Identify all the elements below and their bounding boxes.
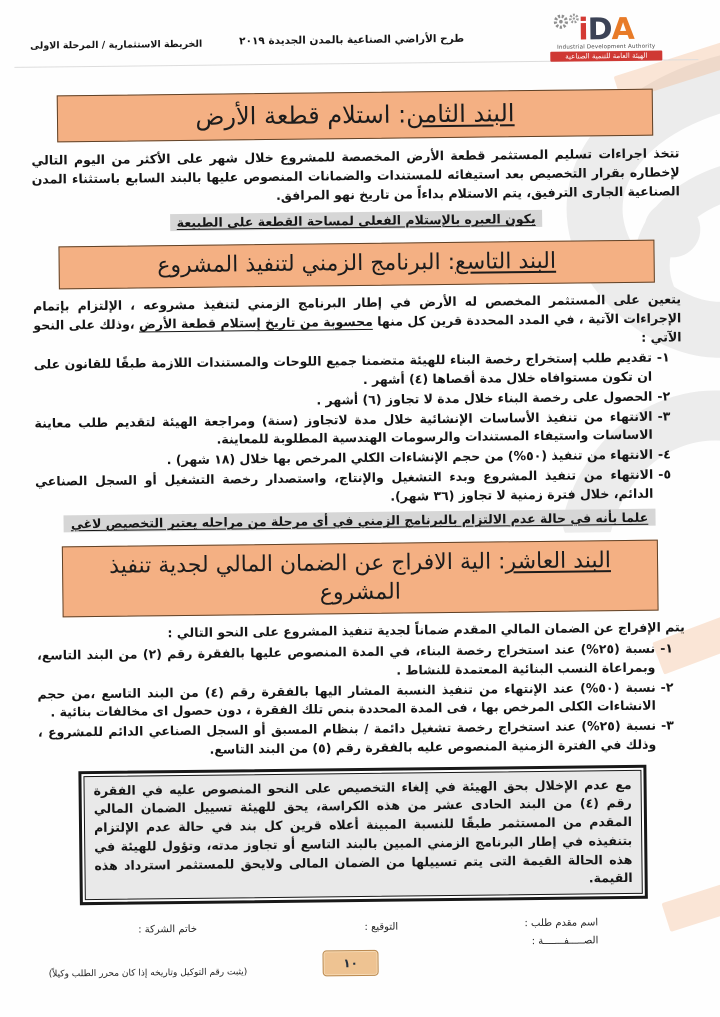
list-item: [37, 640, 673, 685]
section10-intro: يتم الإفراج عن الضمان المالي المقدم ضماناً لجدية تنفيذ المشروع على النحو التالي :: [167, 619, 685, 641]
item-number: ٣-: [660, 717, 674, 733]
section8-highlight: يكون العبره بالإستلام الفعلى لمساحة القطعة على الطبيعة: [170, 210, 543, 231]
ida-logo: [550, 11, 663, 62]
item-number: ٢-: [660, 679, 674, 695]
item-text: نسبة (٢٥%) عند استخراج رخصة تشغيل دائمة / بنظام المسبق أو السجل الصناعي الدائم للمشروع ، وذلك في الفترة الزمنية المنصوص عليه بالفقرة رقم (٥) من البند التاسع.: [37, 717, 657, 757]
logo-letter-a: A: [611, 11, 634, 48]
section8-paragraph: تتخذ اجراءات تسليم المستثمر قطعة الأرض المخصصة للمشروع خلال شهر على الأكثر من اليوم التالي لإخطاره بقرار التخصيص بعد استيفائه للمستندات والضمانات المنصوص عليها بالبند السابع باستثناء المدن الصناعية الجارى الترفيق، يتم الاستلام بداءاً من تاريخ نهو المرافق.: [31, 145, 680, 203]
document-body: [29, 88, 691, 1006]
item-text: الانتهاء من تنفيذ (٥٠%) من حجم الإنشاءات الكلي المرخص بها خلال (١٨ شهر) .: [166, 446, 654, 468]
header-left-title: الخريطة الاستثمارية / المرحلة الاولى: [30, 38, 203, 52]
capacity-label: الصـــــفـــــــة :: [531, 935, 599, 948]
section9-list: [34, 349, 672, 510]
item-text: تقديم طلب إستخراج رخصة البناء للهيئة متضمنا جميع اللوحات والمستندات اللازمة طبقًا للقانون على ان تكون مستوافاه خلال مدة أقصاها (٤) أشهر .: [33, 349, 653, 387]
signature-label: التوقيع :: [364, 921, 399, 934]
list-item: [37, 678, 673, 723]
item-text: الحصول على رخصة البناء خلال مدة لا تجاوز (٦) أشهر .: [316, 388, 653, 408]
item-number: ٤-: [657, 446, 671, 462]
warning-box-text: مع عدم الإخلال بحق الهيئة في إلغاء التخصيص على النحو المنصوص عليه في الفقرة رقم (٤) من البند الحادى عشر من هذه الكراسة، يحق للهيئة تسييل الضمان المالي المقدم من المستثمر طبقًا للنسبة المبينة أعلاه قرين كل بند في حالة عدم الإلتزام بتنفيذه في إطار البرنامج الزمني المبين بالبند التاسع أو تجاوز مدته، وتؤول للهيئة في هذه الحالة القيمة التى يتم تسييلها من الضمان المالى ولايحق للمستثمر استرداد هذه القيمة.: [83, 770, 642, 901]
logo-letter-i: i: [578, 12, 588, 48]
logo-subtitle-ar: الهيئة العامة للتنمية الصناعية: [550, 51, 662, 62]
list-item: [38, 717, 674, 762]
section10-title-rest: : الية الافراج عن الضمان المالي لجدية تنفيذ المشروع: [109, 549, 506, 606]
item-number: ٢-: [657, 388, 671, 404]
section9-title-label: البند التاسع: [454, 249, 557, 276]
section9-intro-underlined: محسوبة من تاريخ إستلام قطعة الأرض: [138, 313, 373, 332]
section9-intro: [33, 290, 682, 354]
logo-subtitle-en: Industrial Development Authority: [557, 43, 656, 51]
section10-list: [37, 640, 674, 762]
item-number: ٥-: [658, 466, 672, 482]
section8-title-label: البند الثامن: [405, 99, 515, 129]
item-text: الانتهاء من تنفيذ المشروع وبدء التشغيل والإنتاج، واستصدار رخصة التشغيل أو السجل الصناعي الدائم، خلال فترة زمنية لا تجاوز (٣٦ شهر).: [35, 466, 654, 504]
section9-highlight-row: [33, 507, 685, 533]
applicant-name-label: اسم مقدم طلب :: [524, 917, 599, 930]
company-stamp-label: خاتم الشركة :: [138, 924, 198, 936]
section9-intro-end: ،وذلك على النحو الآتي :: [33, 316, 682, 345]
item-number: ١-: [660, 640, 674, 656]
section9-title-rest: : البرنامج الزمني لتنفيذ المشروع: [157, 250, 456, 279]
section8-highlight-row: [30, 207, 682, 233]
section9-intro-start: يتعين على المستثمر المخصص له الأرض في إطار البرنامج الزمني لتنفيذ مشروعه ، الإلتزام بإتمام الإجراءات الآتية ، في المدد المحددة قرين كل منها: [33, 291, 682, 329]
section8-title-rest: : استلام قطعة الأرض: [195, 100, 407, 131]
item-number: ١-: [656, 349, 670, 365]
list-item: [34, 407, 670, 452]
logo-letter-d: D: [587, 12, 612, 48]
header-center-title: طرح الأراضي الصناعية بالمدن الجديدة ٢٠١٩: [239, 32, 465, 48]
gears-icon: [552, 13, 582, 29]
section8-title-box: [57, 89, 653, 143]
section10-title-box: [62, 540, 659, 618]
section9-title-box: [58, 240, 654, 289]
item-text: نسبة (٥٠%) عند الإنتهاء من تنفيذ النسبة المشار اليها بالفقرة رقم (٤) من البند التاسع ،من حجم الانشاءات الكلى المرخص بها ، فى المدة المحددة بنص تلك الفقرة ، دون حصول اى مخالفات بنائية .: [37, 679, 656, 720]
list-item: [34, 349, 670, 394]
item-number: ٣-: [657, 408, 671, 424]
list-item: [35, 465, 671, 510]
warning-box: [78, 764, 647, 905]
signature-footer: [38, 914, 691, 1005]
page-number-badge: ١٠: [322, 950, 378, 977]
item-text: نسبة (٢٥%) عند استخراج رخصة البناء، في المدة المنصوص عليها بالفقرة رقم (٢) من البند التاسع، وبمراعاة النسب البنائية المعتمدة للنشاط .: [36, 640, 656, 678]
item-text: الانتهاء من تنفيذ الأساسات الإنشائية خلال مدة لاتجاوز (سنة) ومراجعة الهيئة لتقديم طلب معاينة الاساسات واستيفاء المستندات والرسومات الهندسية المطلوبة للمعاينة.: [34, 408, 653, 447]
section10-title-label: البند العاشر: [505, 548, 612, 575]
section9-highlight: علما بأنه في حالة عدم الالتزام بالبرنامج الزمني في أى مرحلة من مراحله يعتبر التخصيص لاغي: [64, 509, 656, 533]
proxy-note: (يثبت رقم التوكيل وتاريخه إذا كان محرر الطلب وكيلاً): [48, 967, 248, 980]
